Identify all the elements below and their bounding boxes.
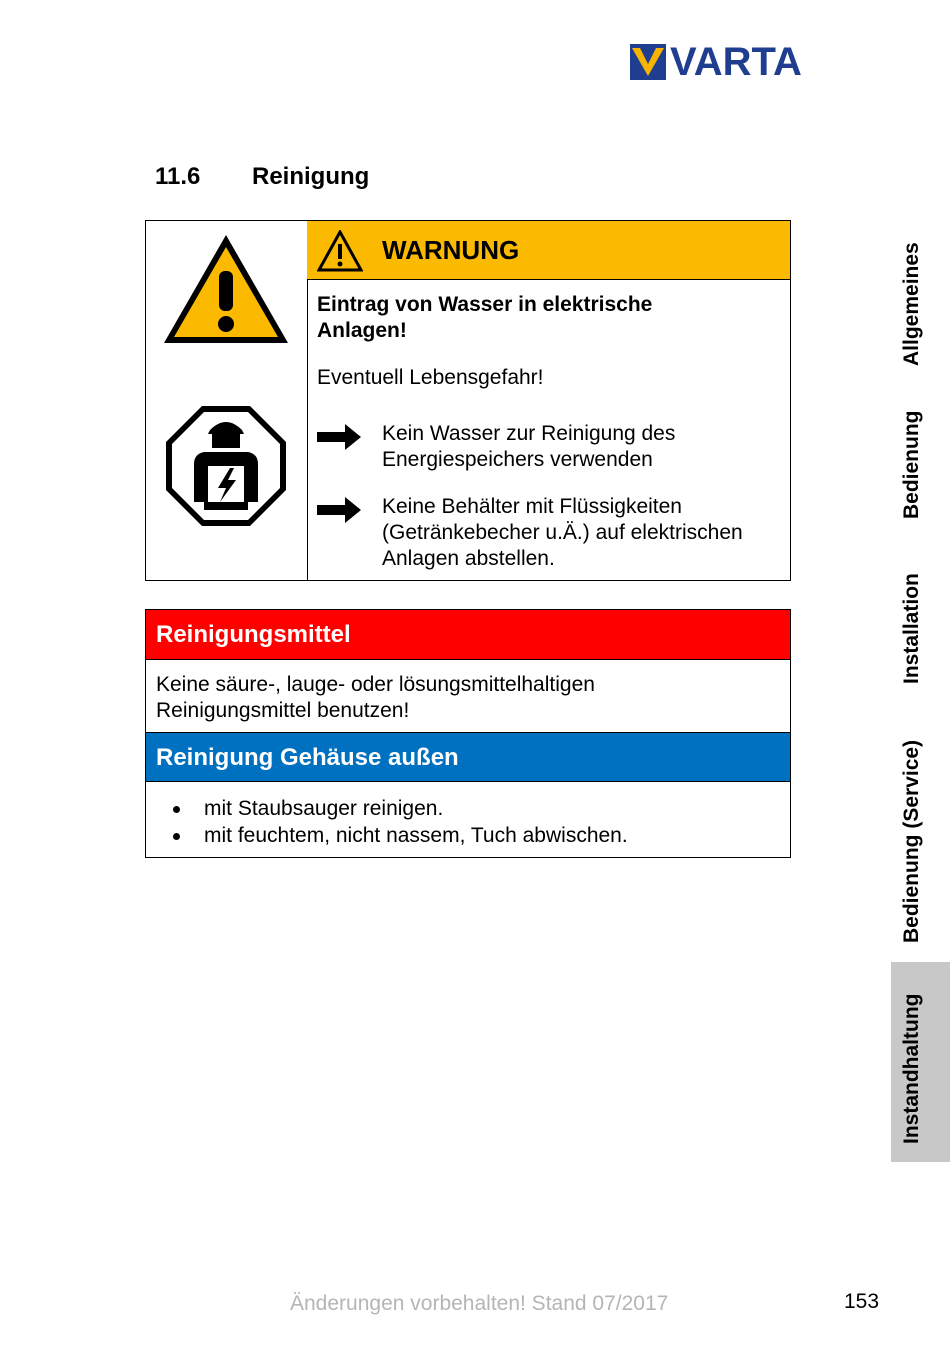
hazard-text: Eintrag von Wasser in elektrische Anlagen! bbox=[317, 293, 653, 342]
warning-header bbox=[307, 221, 790, 280]
side-tab-allgemeines[interactable]: Allgemeines bbox=[900, 242, 923, 366]
warning-triangle-icon bbox=[160, 231, 292, 347]
measure-text: Keine Behälter mit Flüssigkeiten (Getränkebecher u.Ä.) auf elektrischen Anlagen abstellen. bbox=[382, 495, 743, 570]
logo-text: VARTA bbox=[670, 40, 802, 84]
side-tab-bedienung[interactable]: Bedienung bbox=[900, 410, 923, 519]
cleaning-info-box bbox=[145, 609, 791, 858]
cleaning-agent-heading: Reinigungsmittel bbox=[146, 610, 790, 660]
section-heading: Reinigung bbox=[252, 163, 370, 190]
cleaning-agent-text: Keine säure-, lauge- oder lösungsmittelhaltigen Reinigungsmittel benutzen! bbox=[156, 673, 595, 722]
arrow-right-icon bbox=[317, 424, 361, 450]
consequence-text: Eventuell Lebensgefahr! bbox=[317, 366, 544, 389]
varta-logo-mark bbox=[630, 44, 666, 80]
measure-text: Kein Wasser zur Reinigung des Energiespeichers verwenden bbox=[382, 422, 676, 471]
housing-heading: Reinigung Gehäuse außen bbox=[146, 732, 790, 782]
electrician-icon bbox=[164, 404, 288, 528]
section-number: 11.6 bbox=[155, 163, 201, 190]
list-item: mit Staubsauger reinigen. bbox=[168, 795, 628, 822]
arrow-right-icon bbox=[317, 497, 361, 523]
footer-note: Änderungen vorbehalten! Stand 07/2017 bbox=[290, 1292, 669, 1315]
warning-box bbox=[145, 220, 791, 581]
page-number: 153 bbox=[844, 1290, 880, 1313]
section-title bbox=[155, 163, 369, 191]
warning-symbols bbox=[146, 221, 308, 580]
side-tab-installation[interactable]: Installation bbox=[900, 573, 923, 684]
warning-sign-icon bbox=[317, 230, 363, 272]
signal-word: WARNUNG bbox=[382, 235, 520, 265]
housing-bullet-list bbox=[168, 795, 628, 849]
list-item: mit feuchtem, nicht nassem, Tuch abwischen. bbox=[168, 822, 628, 849]
side-tab-bedienung-service[interactable]: Bedienung (Service) bbox=[900, 739, 923, 943]
side-tab-instandhaltung[interactable]: Instandhaltung bbox=[900, 993, 923, 1144]
varta-logo bbox=[630, 40, 802, 84]
